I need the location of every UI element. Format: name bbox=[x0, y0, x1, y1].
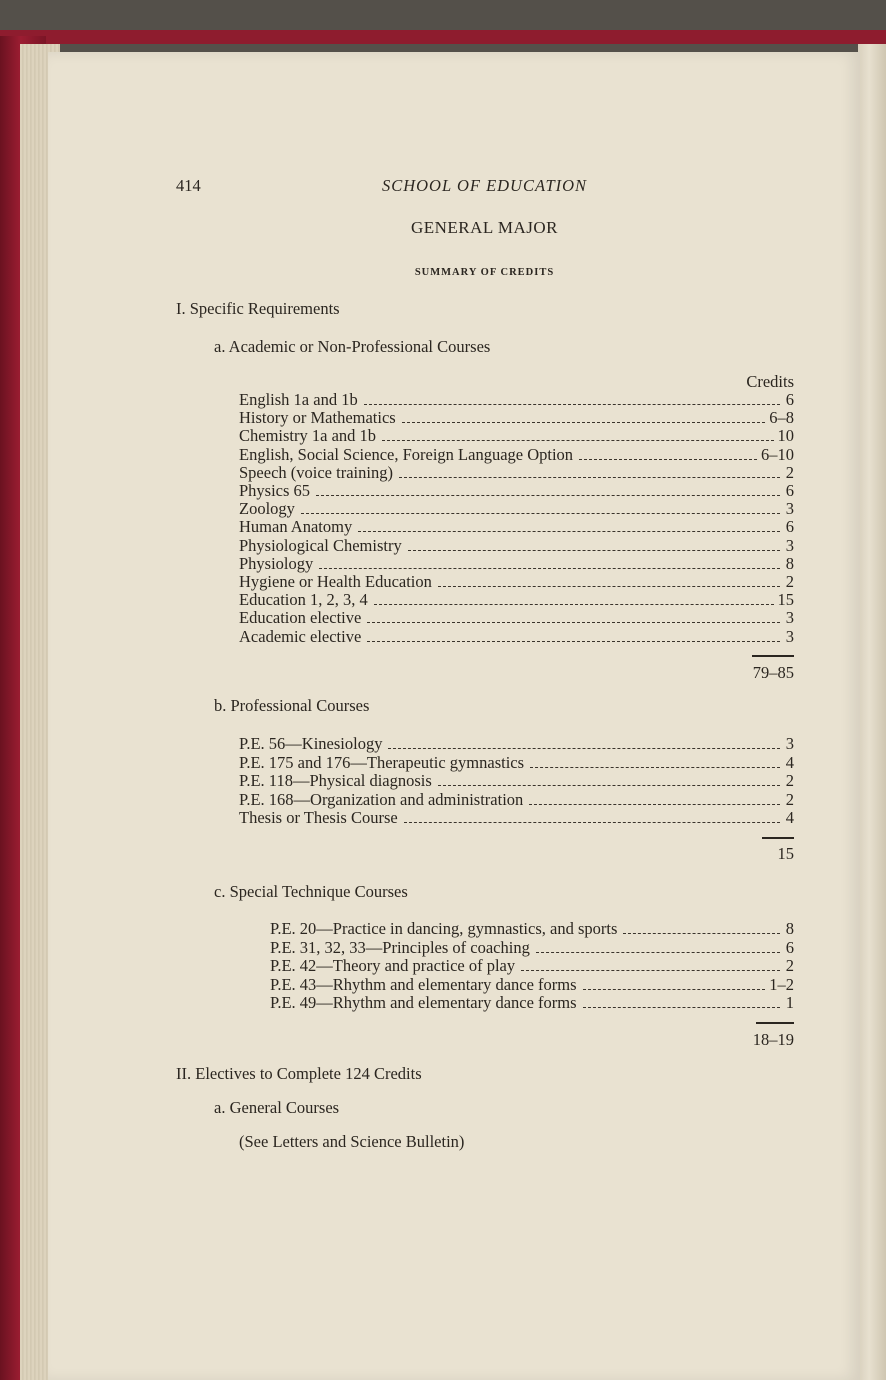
course-credits: 2 bbox=[785, 956, 794, 975]
course-name: Human Anatomy bbox=[239, 517, 353, 537]
bulletin-note: (See Letters and Science Bulletin) bbox=[239, 1132, 465, 1151]
course-credits: 6–10 bbox=[761, 444, 794, 464]
section-2-a-heading: a. General Courses bbox=[214, 1098, 340, 1117]
page-title: GENERAL MAJOR bbox=[410, 218, 559, 237]
course-credits: 2 bbox=[785, 771, 794, 790]
course-credits: 1–2 bbox=[769, 974, 794, 994]
subsection-b-heading: b. Professional Courses bbox=[214, 696, 370, 715]
course-name: Academic elective bbox=[239, 626, 362, 646]
total-rule-b bbox=[762, 837, 794, 839]
course-row bbox=[239, 518, 794, 536]
course-row bbox=[239, 809, 794, 827]
course-name: P.E. 56—Kinesiology bbox=[239, 734, 383, 753]
course-credits: 8 bbox=[785, 553, 794, 573]
course-name: Chemistry 1a and 1b bbox=[239, 426, 377, 446]
course-credits: 3 bbox=[785, 608, 794, 628]
course-name: Physiological Chemistry bbox=[239, 535, 402, 555]
dot-leader bbox=[408, 549, 780, 551]
course-row bbox=[270, 920, 794, 938]
course-row bbox=[270, 994, 794, 1012]
course-row bbox=[239, 628, 794, 646]
dot-leader bbox=[623, 932, 780, 934]
course-row bbox=[239, 573, 794, 591]
course-name: P.E. 20—Practice in dancing, gymnastics, and sports bbox=[270, 919, 618, 938]
course-row bbox=[239, 791, 794, 809]
dot-leader bbox=[367, 621, 780, 623]
running-title: SCHOOL OF EDUCATION bbox=[381, 176, 588, 195]
subsection-c-heading: c. Special Technique Courses bbox=[214, 882, 408, 901]
course-credits: 6 bbox=[785, 937, 794, 957]
course-name: P.E. 42—Theory and practice of play bbox=[270, 956, 516, 975]
course-name: Hygiene or Health Education bbox=[239, 572, 432, 591]
course-name: Physiology bbox=[239, 553, 314, 573]
dot-leader bbox=[316, 494, 780, 496]
facing-page-edge bbox=[858, 44, 886, 1380]
running-header bbox=[176, 176, 793, 196]
course-name: History or Mathematics bbox=[239, 408, 396, 428]
course-credits: 15 bbox=[777, 590, 794, 610]
course-row bbox=[239, 555, 794, 573]
dot-leader bbox=[579, 458, 757, 460]
course-name: Speech (voice training) bbox=[239, 462, 393, 482]
course-row bbox=[239, 391, 794, 409]
course-row bbox=[239, 500, 794, 518]
course-credits: 2 bbox=[785, 789, 794, 809]
dot-leader bbox=[521, 969, 780, 971]
course-name: P.E. 168—Organization and administration bbox=[239, 789, 524, 809]
course-credits: 3 bbox=[785, 535, 794, 555]
course-name: P.E. 175 and 176—Therapeutic gymnastics bbox=[239, 752, 525, 772]
course-row bbox=[270, 957, 794, 975]
page-number: 414 bbox=[176, 176, 201, 195]
dot-leader bbox=[358, 530, 780, 532]
section-2-heading: II. Electives to Complete 124 Credits bbox=[176, 1064, 422, 1083]
course-row bbox=[270, 939, 794, 957]
dot-leader bbox=[583, 1006, 780, 1008]
dot-leader bbox=[402, 421, 766, 423]
dot-leader bbox=[364, 403, 780, 405]
course-credits: 10 bbox=[777, 426, 794, 446]
course-row bbox=[239, 735, 794, 753]
course-credits: 4 bbox=[785, 752, 794, 772]
course-credits: 1 bbox=[785, 993, 794, 1012]
course-row bbox=[239, 427, 794, 445]
dot-leader bbox=[583, 988, 766, 990]
course-row bbox=[239, 409, 794, 427]
course-name: Thesis or Thesis Course bbox=[239, 808, 398, 827]
course-row bbox=[239, 754, 794, 772]
course-name: Education elective bbox=[239, 608, 362, 628]
dot-leader bbox=[374, 603, 774, 605]
dot-leader bbox=[301, 512, 780, 514]
dot-leader bbox=[404, 821, 780, 823]
dot-leader bbox=[536, 951, 780, 953]
book-cover-top bbox=[0, 30, 886, 44]
course-credits: 3 bbox=[785, 734, 794, 753]
dot-leader bbox=[529, 803, 780, 805]
course-name: P.E. 43—Rhythm and elementary dance forms bbox=[270, 974, 577, 994]
course-credits: 3 bbox=[785, 499, 794, 519]
course-credits: 2 bbox=[785, 572, 794, 591]
course-credits: 6 bbox=[785, 390, 794, 409]
course-name: English, Social Science, Foreign Language Option bbox=[239, 444, 574, 464]
dot-leader bbox=[530, 766, 780, 768]
course-name: Physics 65 bbox=[239, 481, 311, 500]
course-row bbox=[239, 772, 794, 790]
total-rule-c bbox=[756, 1022, 794, 1024]
course-row bbox=[239, 482, 794, 500]
course-credits: 8 bbox=[785, 919, 794, 938]
course-row bbox=[239, 464, 794, 482]
dot-leader bbox=[438, 784, 780, 786]
course-credits: 4 bbox=[785, 808, 794, 827]
course-credits: 6–8 bbox=[769, 408, 794, 428]
total-rule-a bbox=[752, 655, 794, 657]
course-credits: 3 bbox=[785, 626, 794, 646]
course-name: Education 1, 2, 3, 4 bbox=[239, 590, 368, 610]
dot-leader bbox=[319, 567, 780, 569]
course-name: P.E. 49—Rhythm and elementary dance forms bbox=[270, 993, 577, 1012]
course-name: P.E. 31, 32, 33—Principles of coaching bbox=[270, 937, 530, 957]
course-name: P.E. 118—Physical diagnosis bbox=[239, 771, 432, 790]
dot-leader bbox=[382, 439, 773, 441]
course-row bbox=[239, 591, 794, 609]
course-credits: 6 bbox=[785, 517, 794, 537]
dot-leader bbox=[438, 585, 780, 587]
course-name: English 1a and 1b bbox=[239, 390, 358, 409]
book-page bbox=[48, 52, 860, 1380]
subsection-a-heading: a. Academic or Non-Professional Courses bbox=[214, 337, 491, 356]
subtotal-b: 15 bbox=[777, 844, 794, 863]
dot-leader bbox=[388, 747, 780, 749]
subtotal-c: 18–19 bbox=[752, 1030, 794, 1049]
course-row bbox=[239, 446, 794, 464]
course-credits: 2 bbox=[785, 462, 794, 482]
credits-column-label: Credits bbox=[746, 372, 794, 391]
course-row bbox=[270, 976, 794, 994]
dot-leader bbox=[399, 476, 780, 478]
course-credits: 6 bbox=[785, 481, 794, 500]
course-name: Zoology bbox=[239, 499, 295, 519]
dot-leader bbox=[367, 640, 780, 642]
section-1-heading: I. Specific Requirements bbox=[176, 299, 340, 318]
summary-heading: SUMMARY OF CREDITS bbox=[414, 267, 555, 278]
subtotal-a: 79–85 bbox=[752, 663, 794, 682]
course-row bbox=[239, 609, 794, 627]
course-row bbox=[239, 537, 794, 555]
